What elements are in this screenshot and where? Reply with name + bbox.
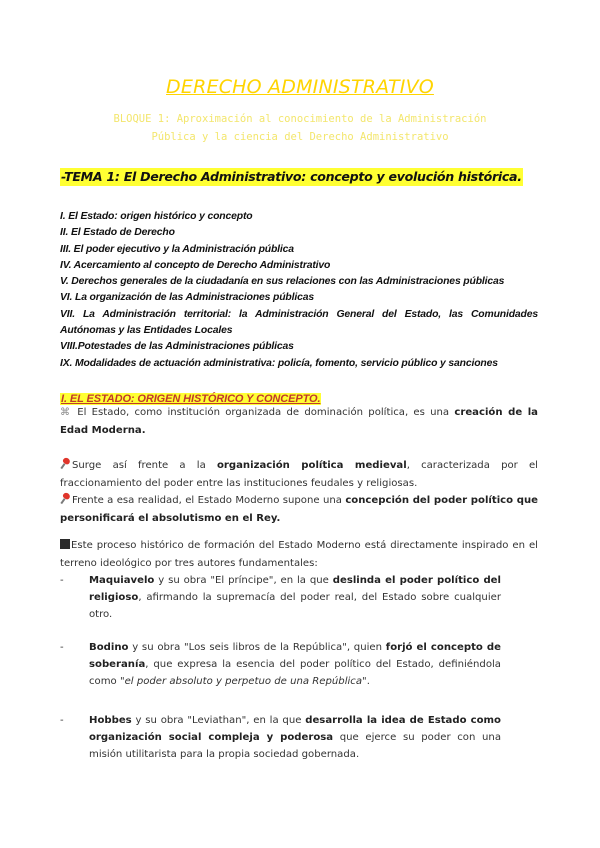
toc-item: IV. Acercamiento al concepto de Derecho Administrativo [60,259,331,271]
toc-item: VII. La Administración territorial: la Administración General del Estado, las Comunidades Autónomas y las Entidades Locales [60,308,538,337]
command-icon: ⌘ [60,407,70,418]
paragraph-2-body [60,457,538,492]
paragraph-text: Surge así frente a la [72,460,206,471]
pushpin-icon [60,458,71,469]
toc-item: I. El Estado: origen histórico y concepto [60,211,253,222]
list-bold: forjó el concepto de soberanía [89,642,501,670]
paragraph-bold: organización política medieval [216,460,407,471]
paragraph-text: Este proceso histórico de formación del Estado Moderno está directamente inspirado en el terreno ideológico por tres autores fundamentales: [60,540,538,569]
list-bold: deslinda el poder político del religioso [89,575,501,603]
list-item [89,712,501,763]
list-text: y su obra "Los seis libros de la República", quien [132,642,383,653]
pushpin-icon [60,493,71,504]
paragraph-text: Frente a esa realidad, el Estado Moderno supone una [72,495,342,506]
toc-item: V. Derechos generales de la ciudadanía en sus relaciones con las Administraciones públicas [60,276,505,288]
author-name: Maquiavelo [89,575,155,586]
list-item [89,639,501,690]
document-subtitle: BLOQUE 1: Aproximación al conocimiento de la Administración Pública y la ciencia del Derecho Administrativo [113,113,487,143]
toc-item: VI. La organización de las Administraciones públicas [60,292,314,304]
paragraph-bold: creación de la Edad Moderna. [60,407,538,436]
list-bold: desarrolla la idea de Estado como organización social compleja y poderosa [89,715,501,743]
section-heading: I. EL ESTADO: ORIGEN HISTÓRICO Y CONCEPTO. [61,393,321,405]
list-text: y su obra "El príncipe", en la que [158,575,329,586]
paragraph-bold: concepción del poder político que personificará el absolutismo en el Rey. [60,495,538,524]
toc-item: II. El Estado de Derecho [60,227,175,239]
author-name: Bodino [89,642,129,653]
list-text: que ejerce su poder con una misión utilitarista para la propia sociedad gobernada. [89,732,502,760]
paragraph-1 [60,404,538,439]
table-of-contents [60,209,538,372]
list-text: , que expresa la esencia del poder político del Estado, definiéndola como [89,659,501,687]
toc-item: VIII.Potestades de las Administraciones públicas [60,341,294,353]
list-text: . [366,676,370,687]
author-name: Hobbes [89,715,132,726]
authors-list [89,572,501,779]
paragraph-4 [60,537,538,572]
paragraph-text: El Estado, como institución organizada de dominación política, es una [77,407,450,418]
document-title: DERECHO ADMINISTRATIVO [166,76,434,98]
list-italic: "el poder absoluto y perpetuo de una República" [119,676,367,687]
list-text: y su obra "Leviathan", en la que [135,715,302,726]
toc-item: III. El poder ejecutivo y la Administración pública [60,243,294,255]
paragraph-3 [60,492,538,527]
list-item [89,572,501,623]
tema-heading: -TEMA 1: El Derecho Administrativo: concepto y evolución histórica. [61,169,522,184]
black-square-icon [60,539,70,549]
list-text: , afirmando la supremacía del poder real, del Estado sobre cualquier otro. [89,592,501,620]
toc-item: IX. Modalidades de actuación administrativa: policía, fomento, servicio público y sanciones [60,357,498,369]
paragraph-text: , caracterizada por el fraccionamiento del poder entre las instituciones feudales y religiosas. [60,460,538,489]
